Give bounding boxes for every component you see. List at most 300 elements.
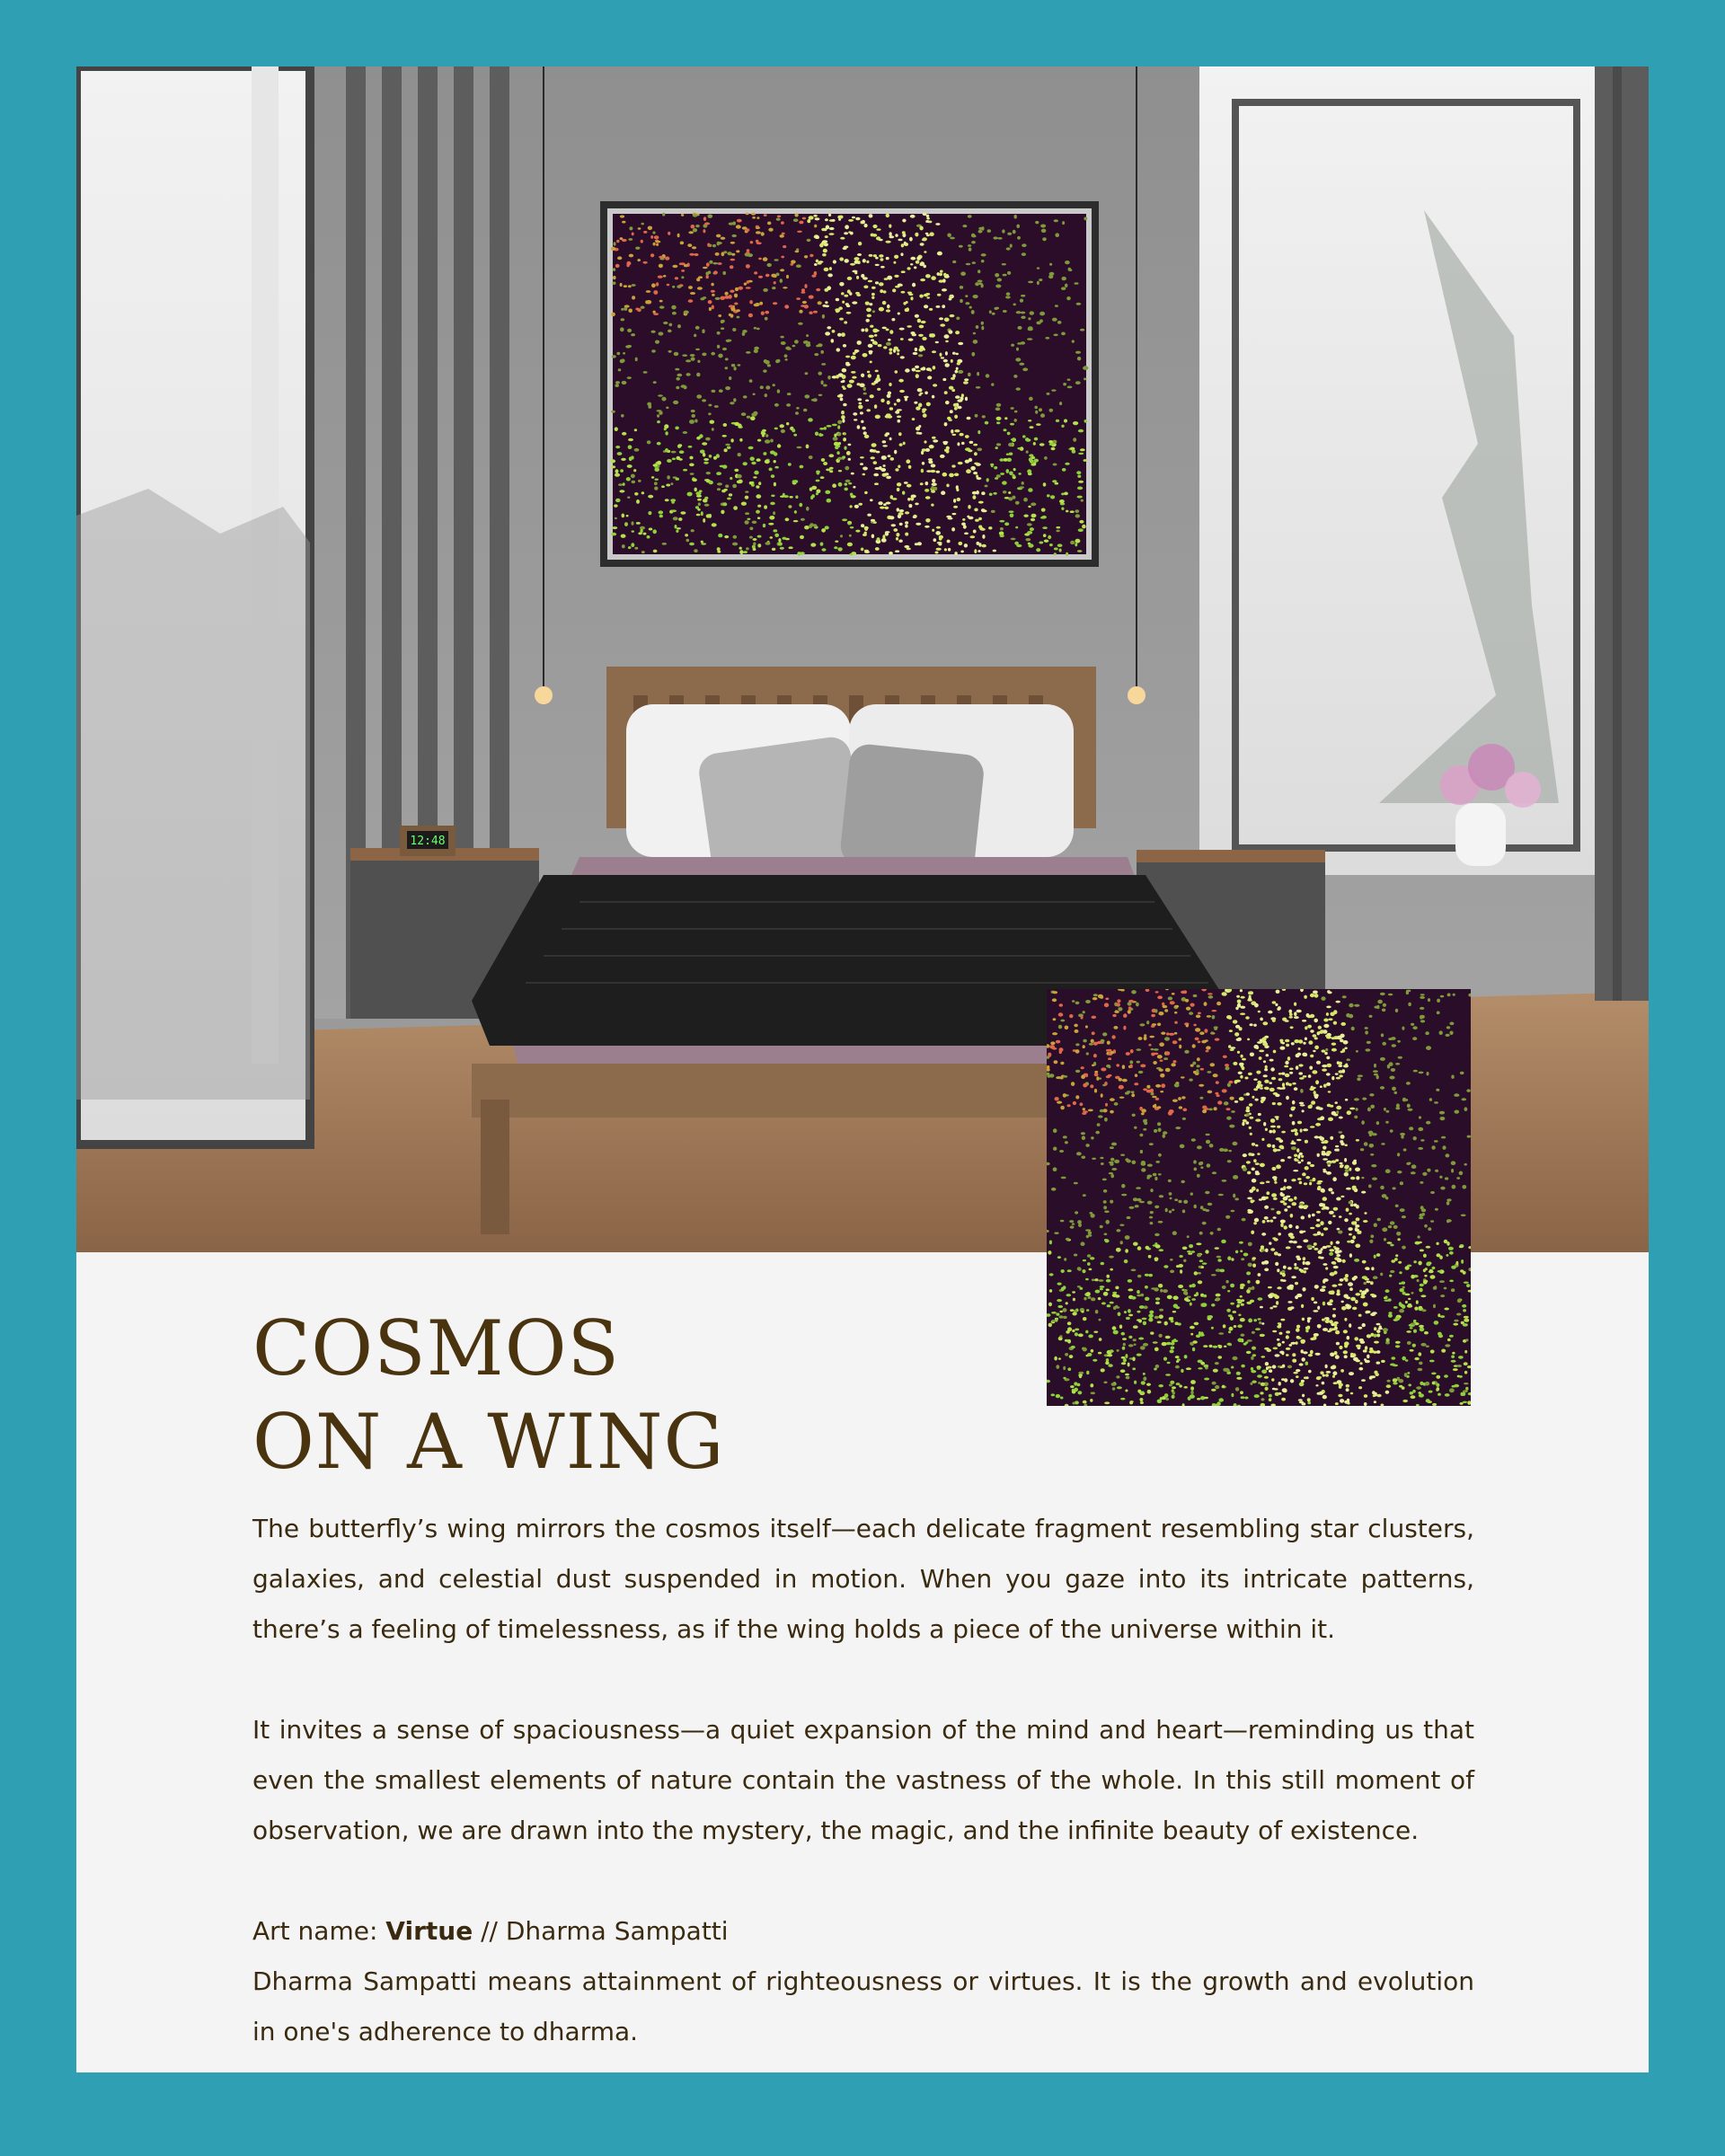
wing-scale-dot xyxy=(640,526,645,530)
wing-scale-dot xyxy=(898,432,902,436)
wing-scale-dot xyxy=(1083,1083,1087,1088)
wing-scale-dot xyxy=(1143,1373,1146,1375)
wing-scale-dot xyxy=(971,352,975,357)
wing-scale-dot xyxy=(1182,1118,1186,1120)
wing-scale-dot xyxy=(1058,1315,1063,1318)
wing-scale-dot xyxy=(1399,1302,1402,1306)
wing-scale-dot xyxy=(1150,1188,1153,1192)
wing-scale-dot xyxy=(1075,1043,1079,1046)
wing-scale-dot xyxy=(886,329,889,331)
wing-scale-dot xyxy=(610,459,615,463)
wing-scale-dot xyxy=(1171,1347,1175,1350)
wing-scale-dot xyxy=(732,543,738,546)
wing-scale-dot xyxy=(1302,1287,1305,1292)
wing-scale-dot xyxy=(1241,1055,1243,1058)
wing-scale-dot xyxy=(703,453,706,457)
wing-scale-dot xyxy=(1265,1387,1269,1391)
wing-scale-dot xyxy=(1431,1373,1437,1375)
wing-scale-dot xyxy=(819,428,824,430)
wing-scale-dot xyxy=(1271,1193,1277,1197)
wing-scale-dot xyxy=(1031,518,1035,521)
wing-scale-dot xyxy=(1402,1027,1404,1030)
wing-scale-dot xyxy=(1300,1128,1303,1132)
wing-scale-dot xyxy=(949,297,952,300)
wing-scale-dot xyxy=(918,349,923,352)
wing-scale-dot xyxy=(1350,1392,1353,1395)
wing-scale-dot xyxy=(1418,1147,1423,1150)
wing-scale-dot xyxy=(1092,1279,1095,1282)
wing-scale-dot xyxy=(1364,1402,1367,1406)
wing-scale-dot xyxy=(616,240,619,243)
wing-scale-dot xyxy=(626,261,631,266)
wing-scale-dot xyxy=(1130,1049,1134,1054)
wing-scale-dot xyxy=(833,437,838,440)
wing-scale-dot xyxy=(654,467,659,472)
wing-scale-dot xyxy=(643,371,648,374)
wing-scale-dot xyxy=(880,289,883,293)
wing-scale-dot xyxy=(665,431,668,435)
wing-scale-dot xyxy=(1416,1386,1421,1389)
wing-scale-dot xyxy=(1151,1287,1156,1290)
wing-scale-dot xyxy=(958,370,963,374)
wing-scale-dot xyxy=(1285,1061,1288,1065)
wing-scale-dot xyxy=(1310,1164,1314,1167)
wing-scale-dot xyxy=(1231,1393,1234,1397)
wing-scale-dot xyxy=(1398,1379,1403,1383)
wing-scale-dot xyxy=(794,340,799,343)
wing-scale-dot xyxy=(1307,1025,1312,1029)
wing-scale-dot xyxy=(1056,420,1059,422)
wing-scale-dot xyxy=(1125,1091,1129,1094)
wing-scale-dot xyxy=(1335,1145,1339,1147)
wing-scale-dot xyxy=(964,543,968,547)
wing-scale-dot xyxy=(743,395,748,398)
wing-scale-dot xyxy=(717,488,721,490)
wing-scale-dot xyxy=(1313,1178,1316,1181)
wing-scale-dot xyxy=(1419,1362,1422,1365)
wing-scale-dot xyxy=(1266,1054,1269,1056)
wing-scale-dot xyxy=(1272,1001,1277,1003)
wing-scale-dot xyxy=(1277,1268,1279,1272)
wing-scale-dot xyxy=(1347,1110,1351,1115)
wing-scale-dot xyxy=(621,414,624,418)
wing-scale-dot xyxy=(898,313,900,315)
wing-scale-dot xyxy=(1463,1271,1466,1275)
wing-scale-dot xyxy=(708,215,713,218)
wing-scale-dot xyxy=(1231,1366,1234,1369)
wing-scale-dot xyxy=(1411,1164,1417,1169)
wing-scale-dot xyxy=(789,546,793,549)
wing-scale-dot xyxy=(846,305,850,307)
wing-scale-dot xyxy=(1248,1263,1252,1268)
wing-scale-dot xyxy=(1143,1376,1146,1381)
wing-scale-dot xyxy=(952,513,957,515)
wing-scale-dot xyxy=(1129,1401,1133,1404)
wing-scale-dot xyxy=(841,381,845,384)
wing-scale-dot xyxy=(815,235,819,239)
wing-scale-dot xyxy=(1148,1274,1153,1277)
wing-scale-dot xyxy=(960,286,963,289)
wing-scale-dot xyxy=(668,323,672,327)
wing-scale-dot xyxy=(1419,1072,1424,1074)
wing-scale-dot xyxy=(1158,1221,1163,1224)
wing-scale-dot xyxy=(706,275,709,278)
wing-scale-dot xyxy=(1462,1098,1467,1100)
wing-scale-dot xyxy=(746,213,749,215)
wing-scale-dot xyxy=(722,435,727,437)
wing-scale-dot xyxy=(730,402,734,404)
wing-scale-dot xyxy=(1106,1275,1110,1278)
wing-scale-dot xyxy=(1293,1241,1297,1243)
wing-scale-dot xyxy=(786,422,789,425)
wing-scale-dot xyxy=(1269,1394,1272,1398)
wing-scale-dot xyxy=(1464,1371,1467,1374)
wing-scale-dot xyxy=(1125,1374,1129,1376)
wing-scale-dot xyxy=(1254,1003,1259,1008)
wing-scale-dot xyxy=(878,501,882,505)
wing-scale-dot xyxy=(1322,1069,1327,1072)
wing-scale-dot xyxy=(1059,1335,1062,1337)
wing-scale-dot xyxy=(1194,1322,1199,1326)
wing-scale-dot xyxy=(1098,994,1103,999)
wing-scale-dot xyxy=(733,535,738,539)
wing-scale-dot xyxy=(1301,1159,1304,1162)
wing-scale-dot xyxy=(737,219,742,223)
wing-scale-dot xyxy=(975,519,979,522)
wing-scale-dot xyxy=(1195,1038,1199,1041)
wing-scale-dot xyxy=(882,327,887,330)
wing-scale-dot xyxy=(695,506,699,508)
wing-scale-dot xyxy=(889,232,891,236)
wing-scale-dot xyxy=(855,349,859,352)
wing-scale-dot xyxy=(1331,1076,1334,1080)
wing-scale-dot xyxy=(1262,1220,1266,1224)
wing-scale-dot xyxy=(1125,1249,1128,1253)
wing-scale-dot xyxy=(1119,1224,1124,1226)
wing-scale-dot xyxy=(858,503,862,506)
wing-scale-dot xyxy=(1121,1194,1127,1197)
wing-scale-dot xyxy=(1154,1206,1159,1209)
wing-scale-dot xyxy=(1212,1382,1216,1385)
wing-scale-dot xyxy=(958,542,962,545)
wing-scale-dot xyxy=(1248,997,1252,1001)
wing-scale-dot xyxy=(1095,1290,1101,1294)
wing-scale-dot xyxy=(1248,1153,1252,1156)
wing-scale-dot xyxy=(1363,1349,1367,1352)
wing-scale-dot xyxy=(1237,1051,1240,1054)
wing-scale-dot xyxy=(1154,1233,1160,1236)
wing-scale-dot xyxy=(1196,1015,1200,1019)
wing-scale-dot xyxy=(632,481,636,483)
wing-scale-dot xyxy=(794,214,798,217)
wing-scale-dot xyxy=(747,249,750,252)
wing-scale-dot xyxy=(1206,1140,1210,1144)
wing-scale-dot xyxy=(1395,1009,1398,1012)
wing-scale-dot xyxy=(749,300,753,304)
wing-scale-dot xyxy=(1054,334,1058,337)
wing-scale-dot xyxy=(839,393,844,397)
wing-scale-dot xyxy=(1320,1221,1323,1225)
wing-scale-dot xyxy=(1208,1091,1213,1094)
wing-scale-dot xyxy=(753,543,756,546)
wing-scale-dot xyxy=(835,446,838,449)
wing-scale-dot xyxy=(1022,252,1026,256)
wing-scale-dot xyxy=(689,456,693,460)
wing-scale-dot xyxy=(852,270,857,273)
wing-scale-dot xyxy=(1199,1084,1204,1087)
wing-scale-dot xyxy=(922,462,924,465)
wing-scale-dot xyxy=(944,334,950,339)
wing-scale-dot xyxy=(1180,1144,1185,1149)
wing-scale-dot xyxy=(850,526,854,528)
wing-scale-dot xyxy=(1225,1280,1228,1284)
wing-scale-dot xyxy=(1084,420,1088,423)
wing-scale-dot xyxy=(852,376,856,379)
wing-scale-dot xyxy=(1326,1064,1331,1067)
wing-scale-dot xyxy=(742,331,746,336)
wing-scale-dot xyxy=(1423,1280,1428,1285)
wing-scale-dot xyxy=(1295,1282,1298,1285)
wing-scale-dot xyxy=(1020,299,1023,303)
wing-scale-dot xyxy=(907,484,912,488)
wing-scale-dot xyxy=(1287,1206,1290,1208)
wing-scale-dot xyxy=(1072,1312,1076,1316)
wing-scale-dot xyxy=(1182,1247,1188,1250)
wing-scale-dot xyxy=(1064,1258,1066,1261)
wing-scale-dot xyxy=(795,251,800,253)
wing-scale-dot xyxy=(1275,1262,1278,1266)
wing-scale-dot xyxy=(1406,1330,1411,1333)
wing-scale-dot xyxy=(735,287,739,291)
wing-scale-dot xyxy=(1155,1084,1161,1088)
wing-scale-dot xyxy=(890,457,895,461)
wing-scale-dot xyxy=(981,326,984,331)
wing-scale-dot xyxy=(897,488,900,491)
wing-scale-dot xyxy=(1229,1029,1233,1032)
wing-scale-dot xyxy=(973,295,978,298)
wing-scale-dot xyxy=(804,255,808,258)
wing-scale-dot xyxy=(780,336,783,339)
wing-scale-dot xyxy=(1338,1231,1342,1234)
wing-scale-dot xyxy=(1252,1143,1255,1146)
wing-scale-dot xyxy=(845,483,848,486)
wing-scale-dot xyxy=(1298,1039,1303,1043)
wing-scale-dot xyxy=(918,393,921,396)
wing-scale-dot xyxy=(1108,1065,1110,1068)
wing-scale-dot xyxy=(969,248,972,252)
wing-scale-dot xyxy=(765,311,769,314)
wing-scale-dot xyxy=(1284,1065,1288,1068)
wing-scale-dot xyxy=(1035,221,1039,224)
wing-scale-dot xyxy=(1091,1349,1094,1353)
wing-scale-dot xyxy=(1463,1323,1468,1327)
wing-scale-dot xyxy=(656,243,659,246)
wing-scale-dot xyxy=(1407,1304,1412,1308)
wing-scale-dot xyxy=(679,450,685,454)
wing-scale-dot xyxy=(774,460,776,463)
wing-scale-dot xyxy=(1277,1339,1280,1341)
wing-scale-dot xyxy=(871,383,876,385)
wing-scale-dot xyxy=(1286,1335,1289,1339)
wing-scale-dot xyxy=(1108,1364,1112,1367)
wing-scale-dot xyxy=(711,352,715,356)
wing-scale-dot xyxy=(1145,1297,1149,1301)
wing-scale-dot xyxy=(1457,1299,1462,1303)
wing-scale-dot xyxy=(1192,1044,1196,1047)
wing-scale-dot xyxy=(1235,1387,1239,1392)
wing-scale-dot xyxy=(1420,1139,1424,1142)
wing-scale-dot xyxy=(975,414,978,418)
wing-scale-dot xyxy=(1296,1337,1302,1339)
wing-scale-dot xyxy=(977,372,979,376)
wing-scale-dot xyxy=(1246,1351,1252,1354)
wing-scale-dot xyxy=(703,518,705,523)
wing-scale-dot xyxy=(1456,1313,1462,1316)
wing-scale-dot xyxy=(1207,1015,1211,1018)
wing-scale-dot xyxy=(1211,1031,1214,1034)
wing-scale-dot xyxy=(864,435,870,438)
wing-scale-dot xyxy=(1325,1365,1328,1368)
wing-scale-dot xyxy=(1228,1150,1232,1152)
wing-scale-dot xyxy=(1036,548,1040,552)
wing-scale-dot xyxy=(1318,1250,1322,1254)
wing-scale-dot xyxy=(832,219,836,222)
wing-scale-dot xyxy=(1028,488,1032,492)
wing-scale-dot xyxy=(1061,1177,1066,1180)
wing-scale-dot xyxy=(1025,538,1031,541)
wing-scale-dot xyxy=(1258,1273,1261,1277)
wing-scale-dot xyxy=(1376,1350,1381,1354)
wing-scale-dot xyxy=(867,514,871,517)
wing-scale-dot xyxy=(1326,1006,1331,1009)
wing-scale-dot xyxy=(1110,1051,1115,1054)
wing-scale-dot xyxy=(1269,1398,1272,1401)
wing-scale-dot xyxy=(781,221,784,224)
wing-scale-dot xyxy=(1063,1135,1067,1138)
wing-scale-dot xyxy=(1400,1208,1405,1212)
wing-scale-dot xyxy=(816,492,818,495)
wing-scale-dot xyxy=(1198,1280,1202,1284)
wing-scale-dot xyxy=(1351,1027,1355,1030)
wing-scale-dot xyxy=(1340,1164,1343,1166)
wing-scale-dot xyxy=(1131,1269,1137,1272)
wing-scale-dot xyxy=(1144,1036,1147,1040)
wing-scale-dot xyxy=(1219,1148,1225,1152)
wing-scale-dot xyxy=(1110,1110,1114,1114)
wing-scale-dot xyxy=(1213,1346,1218,1348)
wing-scale-dot xyxy=(1269,1088,1275,1092)
wing-scale-dot xyxy=(780,234,784,238)
wing-scale-dot xyxy=(1084,459,1087,462)
wing-scale-dot xyxy=(613,276,616,279)
wing-scale-dot xyxy=(1284,1208,1287,1211)
wing-scale-dot xyxy=(1083,1259,1086,1261)
wing-scale-dot xyxy=(1316,1211,1321,1214)
wing-scale-dot xyxy=(1107,1041,1110,1045)
wing-scale-dot xyxy=(1358,1327,1362,1330)
wing-scale-dot xyxy=(1064,492,1068,496)
wing-scale-dot xyxy=(1233,1020,1238,1023)
wing-scale-dot xyxy=(877,388,880,391)
wing-scale-dot xyxy=(841,411,845,414)
wing-scale-dot xyxy=(821,528,826,533)
wing-scale-dot xyxy=(709,455,712,458)
wing-scale-dot xyxy=(1358,1386,1362,1389)
wing-scale-dot xyxy=(1181,1096,1185,1099)
wing-scale-dot xyxy=(1008,491,1011,494)
wing-scale-dot xyxy=(1160,1060,1163,1062)
wing-scale-dot xyxy=(1251,1231,1254,1234)
wing-scale-dot xyxy=(820,476,825,479)
wing-scale-dot xyxy=(1080,448,1085,451)
wing-scale-dot xyxy=(611,465,615,468)
wing-scale-dot xyxy=(1132,1356,1136,1361)
wing-scale-dot xyxy=(1104,1233,1108,1236)
wing-scale-dot xyxy=(1343,1277,1346,1280)
wing-scale-dot xyxy=(886,241,891,243)
wing-scale-dot xyxy=(1302,1394,1305,1398)
wing-scale-dot xyxy=(940,270,943,273)
wing-scale-dot xyxy=(1429,1270,1434,1273)
wing-scale-dot xyxy=(680,242,684,245)
wing-scale-dot xyxy=(1109,1172,1113,1174)
wing-scale-dot xyxy=(670,482,673,485)
wing-scale-dot xyxy=(1309,1182,1312,1186)
wing-scale-dot xyxy=(653,243,656,246)
wing-scale-dot xyxy=(1087,1296,1091,1299)
wing-scale-dot xyxy=(879,254,883,258)
wing-scale-dot xyxy=(1361,1120,1365,1125)
wing-scale-dot xyxy=(1015,501,1020,505)
wing-scale-dot xyxy=(773,384,775,386)
wing-scale-dot xyxy=(1296,1325,1300,1329)
wing-scale-dot xyxy=(618,483,623,486)
wing-scale-dot xyxy=(675,277,678,279)
wing-scale-dot xyxy=(1420,1015,1425,1019)
wing-scale-dot xyxy=(1075,509,1079,513)
wing-scale-dot xyxy=(1014,419,1017,422)
wing-scale-dot xyxy=(980,528,986,531)
wing-scale-dot xyxy=(1419,1116,1421,1118)
wing-scale-dot xyxy=(1138,1037,1143,1040)
wing-scale-dot xyxy=(1411,1395,1416,1399)
wing-scale-dot xyxy=(972,261,976,264)
wing-scale-dot xyxy=(1085,1000,1091,1003)
wing-scale-dot xyxy=(1158,1334,1162,1338)
wing-scale-dot xyxy=(1292,1353,1296,1356)
wing-scale-dot xyxy=(1328,1091,1331,1092)
wing-scale-dot xyxy=(725,367,729,369)
wing-scale-dot xyxy=(930,470,935,473)
wing-scale-dot xyxy=(1374,1255,1376,1259)
wing-scale-dot xyxy=(1331,1048,1337,1052)
wing-scale-dot xyxy=(1058,1357,1061,1359)
wing-scale-dot xyxy=(1360,1295,1365,1299)
wing-scale-dot xyxy=(1330,1012,1334,1017)
wing-scale-dot xyxy=(1392,1087,1396,1091)
wing-scale-dot xyxy=(1318,1136,1322,1139)
wing-scale-dot xyxy=(1455,1261,1458,1266)
wing-scale-dot xyxy=(1324,1052,1328,1056)
wing-scale-dot xyxy=(1206,1134,1210,1135)
wing-scale-dot xyxy=(912,418,916,420)
wing-scale-dot xyxy=(1216,1256,1221,1259)
wing-scale-dot xyxy=(1442,1145,1446,1150)
wing-scale-dot xyxy=(1402,1215,1406,1218)
wing-scale-dot xyxy=(739,287,744,290)
wing-scale-dot xyxy=(902,231,906,234)
wing-scale-dot xyxy=(886,309,890,312)
